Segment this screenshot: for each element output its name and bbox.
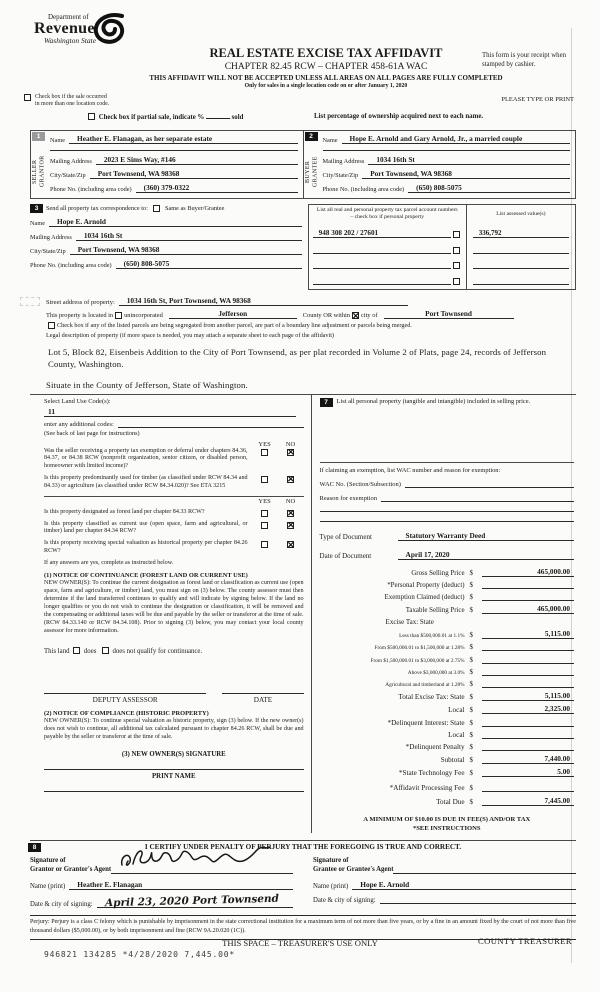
dor-swirl-icon	[92, 12, 128, 51]
assessed-value	[473, 260, 569, 269]
total-row: Subtotal $ 7,440.00	[320, 754, 574, 764]
form-chapter: CHAPTER 82.45 RCW – CHAPTER 458-61A WAC	[224, 62, 428, 72]
new-owner-signature-label: (3) NEW OWNER(S) SIGNATURE	[121, 751, 226, 759]
grantor-date-city-value: April 23, 2020 Port Townsend	[97, 895, 293, 908]
does-checkbox	[73, 647, 80, 654]
total-excise-state-value: 5,115.00	[482, 691, 574, 701]
grantee-signature-line	[393, 866, 576, 874]
land-use-column: Select Land Use Code(s): 11 enter any additional codes: (See back of last page for instructions) YES NO Was the seller receiving a property tax exemption or deferral under chapters 84.36, 84.37, or 84.38 RCW (nonprofit organization, senior citizen, or disabled person, homeowner with limited income)? ✕ Is this property predominantly used for timber (as classified under RCW 84.34 and 84.33) or agriculture (as classified under RCW 84.34.020)? See ETA 3215 ✕ YES NO Is this property designated as forest land per chapter 84.33 RCW? ✕ Is this property classified as current use (open space, farm and agricultural, or timber) land per chapter 84.34 RCW? ✕ Is this property receiving special valuation as historical property per chapter 84.26 RCW? ✕ If any answers are yes, complete as instructed below. (1) NOTICE OF CONTINUANCE (FOREST LAND OR CURRENT USE) NEW OWNER(S): To continue the current designation as forest land or classification as current use (open space, farm and agriculture, or timber) land, you must sign on (3) below. The county assessor must then determine if the land transferred continues to qualify and will indicate by signing below. If the land no longer qualifies or you do not wish to continue the designation or classification, it will be removed and the compensating or additional taxes will be due and payable by the seller or transferor at the time of sale. (RCW 84.33.140 or RCW 84.34.108). Prior to signing (3) below, you may contact your local county assessor for more information. This land does does not qualify for continuance. DEPUTY ASSESSOR DATE (2) NOTICE OF COMPLIANCE (HISTORIC PROPERTY) NEW OWNER(S): To continue special valuation as historic property, sign (3) below. If the new owner(s) does not wish to continue, all additional tax calculated pursuant to chapter 84.26 RCW, shall be due and payable by the seller or transferor at the time of sale. (3) NEW OWNER(S) SIGNATURE PRINT NAME	[30, 395, 312, 833]
new-owner-signature-line	[44, 769, 304, 770]
grantor-signature-block: Signature of Grantor or Grantor's Agent Name (print) Heather E. Flanagan Date & city of signing: April 23, 2020 Port Townsend	[30, 856, 293, 908]
assessed-values-column: List assessed value(s) 336,792	[467, 205, 575, 289]
seller-phone-value: (360) 379-0322	[136, 183, 298, 193]
reason-extra-line	[320, 521, 574, 522]
q4-yes-checkbox	[261, 522, 268, 529]
tax-bracket-row: Agricultural and timberland at 1.28% $	[320, 679, 574, 688]
deputy-assessor-line	[44, 693, 206, 694]
partial-sale-line: Check box if partial sale, indicate % sold	[86, 113, 243, 121]
legal-description-label: Legal description of property (if more space is needed, you may attach a separate sheet to each page of the affidavit)	[46, 332, 334, 340]
assessed-value: 336,792	[473, 229, 569, 238]
assessed-value	[473, 245, 569, 254]
ownership-note: List percentage of ownership acquired next to each name.	[314, 112, 484, 120]
taxable-selling-price-value: 465,000.00	[482, 604, 574, 614]
subtotal-value: 7,440.00	[482, 754, 574, 764]
total-row: Total Due $ 7,445.00	[320, 796, 574, 806]
land-use-code-value: 11	[44, 407, 296, 417]
personal-property-deduct-value	[482, 580, 574, 589]
property-location-section: Street address of property: 1034 16th St, Port Townsend, WA 98368 This property is located in unincorporated Jefferson County OR within ✕ city of Port Townsend Check box if any of the listed parcels are being segregated from another parcel, are part of a boundary line adjustment or parcels being merged. Legal description of property (if more space is needed, you may attach a separate sheet to each page of the affidavit) Lot 5, Block 82, Eisenbeis Addition to the City of Port Townsend, as per plat recorded in Volume 2 of Plats, page 24, records of Jefferson County, Washington. Situate in the County of Jefferson, State of Washington.	[30, 296, 576, 389]
notice-continuance-body: NEW OWNER(S): To continue the current designation as forest land or classification as current use (open space, farm and agriculture, or timber) land, you must sign on (3) below. The county assessor must then determine if the land transferred continues to qualify and will indicate by signing below. If the land no longer qualifies or you do not wish to continue the designation or classification, it will be removed and the compensating or additional taxes will be due and payable by the seller or transferor at the time of sale. (RCW 84.33.140 or RCW 84.34.108). Prior to signing (3) below, you may contact your local county assessor for more information.	[44, 579, 304, 634]
dor-logo	[34, 14, 128, 51]
question-row: Is this property classified as current use (open space, farm and agricultural, or timber) land per chapter 84.34 RCW? ✕	[44, 521, 304, 537]
assessed-value	[473, 276, 569, 285]
bracket-5-value	[482, 679, 574, 688]
grantor-signature-scribble	[118, 843, 273, 878]
same-as-buyer-checkbox	[153, 205, 160, 212]
total-row: *Delinquent Penalty $	[320, 742, 574, 751]
multi-location-label: Check box if the sale occurred in more than one location code.	[35, 94, 110, 108]
situate-line: Situate in the County of Jefferson, State of Washington.	[46, 379, 248, 390]
print-name-line	[44, 791, 304, 792]
total-row: *State Technology Fee $ 5.00	[320, 767, 574, 777]
please-type-note: PLEASE TYPE OR PRINT	[501, 96, 574, 103]
buyer-section: 2 BUYER GRANTEE Name Hope E. Arnold and Gary Arnold, Jr., a married couple Mailing Address 1034 16th St City/State/Zip Port Townsend, WA 98368 Phone No. (including area code) (650) 808-5075	[304, 130, 577, 199]
divider	[44, 496, 304, 497]
state-technology-fee-value: 5.00	[482, 767, 574, 777]
treasurer-machine-stamp: 946821 134285 *4/28/2020 7,445.00*	[44, 950, 235, 959]
partial-sale-percent-line	[206, 118, 230, 119]
buyer-name-value: Hope E. Arnold and Gary Arnold, Jr., a married couple	[342, 134, 570, 144]
bracket-4-value	[482, 667, 574, 676]
price-row: Exemption Claimed (deduct) $	[320, 592, 574, 601]
divider	[320, 462, 574, 463]
tax-bracket-row: Above $3,000,000 at 3.0% $	[320, 667, 574, 676]
county-treasurer-label: COUNTY TREASURER	[477, 936, 572, 946]
segregated-checkbox	[48, 322, 55, 329]
seller-grantor-vertical-label: SELLER GRANTOR	[32, 155, 46, 188]
correspondence-name-value: Hope E. Arnold	[49, 217, 302, 227]
parties-section	[30, 130, 576, 199]
delinquent-interest-local-value	[482, 730, 574, 739]
wac-number-line	[405, 480, 574, 488]
legal-description-text: Lot 5, Block 82, Eisenbeis Addition to the City of Port Townsend, as per plat recorded in Volume 2 of Plats, page 24, records of Jefferson County, Washington.	[48, 347, 547, 370]
section-7-number: 7	[320, 398, 333, 407]
tax-bracket-row: From $1,500,000.01 to $3,000,000 at 2.75% $	[320, 655, 574, 664]
q3-yes-checkbox	[261, 510, 268, 517]
seller-name-line-2	[50, 144, 298, 151]
buyer-name-line-2	[323, 144, 571, 151]
additional-codes-line	[118, 420, 304, 428]
price-row: *Personal Property (deduct) $	[320, 580, 574, 589]
seller-section: 1 SELLER GRANTOR Name Heather E. Flanagan, as her separate estate Mailing Address 2023 E Sims Way, #146 City/State/Zip Port Townsend, WA 98368 Phone No. (including area code) (360) 379-0322	[30, 130, 304, 199]
q4-no-checkbox	[287, 522, 294, 529]
buyer-grantee-vertical-label: BUYER GRANTEE	[304, 156, 318, 187]
q5-yes-checkbox	[261, 541, 268, 548]
correspondence-city-value: Port Townsend, WA 98368	[70, 245, 302, 255]
question-row: Is this property predominantly used for timber (as classified under RCW 84.34 and 84.33) or agriculture (as classified under RCW 84.34.020)? See ETA 3215 ✕	[44, 475, 304, 491]
grantee-signature-block: Signature of Grantee or Grantee's Agent Name (print) Hope E. Arnold Date & city of signing:	[313, 856, 576, 908]
exemption-label: If claiming an exemption, list WAC number and reason for exemption:	[319, 466, 501, 474]
grantee-printed-name: Hope E. Arnold	[352, 880, 576, 890]
buyer-city-value: Port Townsend, WA 98368	[362, 169, 570, 179]
form-title: REAL ESTATE EXCISE TAX AFFIDAVIT	[209, 46, 443, 60]
question-row: Is this property designated as forest land per chapter 84.33 RCW? ✕	[44, 509, 304, 517]
type-of-document-value: Statutory Warranty Deed	[398, 531, 574, 541]
partial-sale-checkbox	[88, 113, 95, 120]
exemption-claimed-value	[482, 592, 574, 601]
question-row: Was the seller receiving a property tax exemption or deferral under chapters 84.36, 84.37, or 84.38 RCW (nonprofit organization, senior citizen, or disabled person, homeowner with limited income)? ✕	[44, 448, 304, 471]
seller-mailing-value: 2023 E Sims Way, #146	[96, 155, 298, 165]
continuance-qualify-line: This land does does not qualify for continuance.	[44, 647, 203, 655]
q5-no-checkbox	[287, 541, 294, 548]
preamble	[30, 94, 576, 128]
city-value: Port Townsend	[384, 309, 514, 319]
q2-no-checkbox	[287, 476, 294, 483]
date-of-document-value: April 17, 2020	[398, 550, 574, 560]
land-use-select-label: Select Land Use Code(s):	[44, 397, 111, 405]
deputy-assessor-signature-row: DEPUTY ASSESSOR DATE	[44, 693, 304, 704]
section-1-number: 1	[32, 132, 45, 141]
q2-yes-checkbox	[261, 476, 268, 483]
bracket-2-value	[482, 642, 574, 651]
logo-washington-state: Washington State	[44, 36, 97, 45]
sale-details-column: 7 List all personal property (tangible and intangible) included in selling price. If claiming an exemption, list WAC number and reason for exemption: WAC No. (Section/Subsection) Reason for exemption Type of Document Statutory Warranty Deed Date of Document April 17, 2020 Gross Selling Price $ 465,000.00 *Personal Property (deduct) $ Exemption Claimed (deduct) $ Taxable Selling Price $ 465,000.00 Excise Tax: State Less than $500,000.01 at 1.1% $ 5,115.00 From $500,000.01 to $1,500,000 at 1.28% $ From $1,500,000.01 to $3,000,000 at 2.75% $ Above $3,000,000 at 3.0% $ Agricultural and timberland at 1.28% $ Total Excise Tax: State $ 5,115.00 Local $ 2,325.00 *Delinquent Interest: State $ Local $ *Delinquent Penalty $ Subtotal $ 7,440.00 *State Technology Fee $ 5.00 *Affidavit Processing Fee $ Total Due $ 7,445.00 A MINIMUM OF $10.00 IS DUE IN FEE(S) AND/OR TAX *SEE INSTRUCTIONS	[312, 395, 576, 833]
certify-statement: I CERTIFY UNDER PENALTY OF PERJURY THAT THE FOREGOING IS TRUE AND CORRECT.	[144, 842, 462, 851]
unincorporated-checkbox	[115, 312, 122, 319]
parcel-numbers-column: List all real and personal property tax parcel account numbers – check box if personal property 948 308 202 / 27601	[309, 205, 467, 289]
notice-compliance-title: (2) NOTICE OF COMPLIANCE (HISTORIC PROPERTY)	[44, 709, 209, 717]
buyer-phone-value: (650) 808-5075	[408, 183, 570, 193]
scan-artifact-line	[571, 28, 572, 963]
logo-dept-of: Department of	[48, 13, 89, 21]
total-row: *Delinquent Interest: State $	[320, 718, 574, 727]
grantee-date-city-value	[380, 895, 576, 904]
q1-yes-checkbox	[261, 449, 268, 456]
delinquent-interest-state-value	[482, 718, 574, 727]
total-row: *Affidavit Processing Fee $	[320, 783, 574, 792]
header	[30, 12, 576, 94]
street-address-value: 1034 16th St, Port Townsend, WA 98368	[119, 296, 409, 306]
section-3-and-parcels	[30, 204, 576, 290]
reason-line	[381, 494, 574, 502]
price-row: Gross Selling Price $ 465,000.00	[320, 567, 574, 577]
reason-extra-line	[320, 511, 574, 512]
delinquent-penalty-value	[482, 742, 574, 751]
if-yes-note: If any answers are yes, complete as instructed below.	[44, 559, 174, 566]
city-of-checkbox	[352, 312, 359, 319]
seller-city-value: Port Townsend, WA 98368	[90, 169, 298, 179]
personal-property-checkbox	[453, 262, 460, 269]
personal-property-blank-area	[320, 407, 574, 457]
price-row: Taxable Selling Price $ 465,000.00	[320, 604, 574, 614]
parcel-and-assessed-box	[308, 204, 576, 290]
main-columns	[30, 394, 576, 833]
land-use-instructions: (See back of last page for instructions)	[44, 429, 140, 437]
grantor-printed-name: Heather E. Flanagan	[69, 880, 293, 890]
affidavit-processing-fee-value	[482, 783, 574, 792]
parcel-row	[313, 260, 462, 269]
perjury-statement: Perjury: Perjury is a class C felony which is punishable by imprisonment in the state correctional institution for a maximum term of not more than five years, or by a fine in an amount fixed by the court of not more than five thousand dollars ($5,000.00), or by both imprisonment and fine (RCW 9A.20.020 (1C)).	[30, 915, 576, 939]
total-due-value: 7,445.00	[482, 796, 574, 806]
notice-compliance-body: NEW OWNER(S): To continue special valuation as historic property, sign (3) below. If the new owner(s) does not wish to continue, all additional tax calculated pursuant to chapter 84.26 RCW, shall be due and payable by the seller or transferor at the time of sale.	[44, 717, 304, 740]
form-warning: THIS AFFIDAVIT WILL NOT BE ACCEPTED UNLESS ALL AREAS ON ALL PAGES ARE FULLY COMPLETED	[149, 74, 503, 82]
excise-tax-state-header: Excise Tax: State	[385, 618, 434, 627]
personal-property-label: List all personal property (tangible and intangible) included in selling price.	[336, 397, 531, 405]
form-only-note: Only for sales in a single location code on or after January 1, 2020	[244, 83, 408, 89]
total-row: Total Excise Tax: State $ 5,115.00	[320, 691, 574, 701]
buyer-mailing-value: 1034 16th St	[368, 155, 570, 165]
notice-continuance-title: (1) NOTICE OF CONTINUANCE (FOREST LAND OR CURRENT USE)	[44, 571, 248, 579]
bracket-1-value: 5,115.00	[482, 629, 574, 639]
deputy-date-line	[222, 693, 303, 694]
parcel-row	[313, 276, 462, 285]
minimum-fee-note: A MINIMUM OF $10.00 IS DUE IN FEE(S) AND/OR TAX *SEE INSTRUCTIONS	[363, 815, 531, 832]
gross-selling-price-value: 465,000.00	[482, 567, 574, 577]
section-2-number: 2	[305, 132, 318, 141]
receipt-note: This form is your receipt when stamped by cashier.	[482, 52, 566, 68]
treasurer-space-label: THIS SPACE – TREASURER'S USE ONLY	[222, 938, 378, 948]
certification-section	[30, 840, 576, 940]
section-3-number: 3	[30, 204, 43, 213]
tax-bracket-row: Less than $500,000.01 at 1.1% $ 5,115.00	[320, 629, 574, 639]
correspondence-phone-value: (650) 808-5075	[116, 259, 302, 269]
bracket-3-value	[482, 655, 574, 664]
does-not-checkbox	[102, 647, 109, 654]
logo-revenue: Revenue	[34, 20, 95, 37]
q1-no-checkbox	[287, 449, 294, 456]
q3-no-checkbox	[287, 510, 294, 517]
total-row: Local $ 2,325.00	[320, 704, 574, 714]
total-excise-local-value: 2,325.00	[482, 704, 574, 714]
parcel-row: 948 308 202 / 27601	[313, 229, 462, 238]
question-row: Is this property receiving special valuation as historical property per chapter 84.26 RCW? ✕	[44, 540, 304, 556]
correspondence-mailing-value: 1034 16th St	[76, 231, 302, 241]
tax-bracket-row: From $500,000.01 to $1,500,000 at 1.28% $	[320, 642, 574, 651]
tax-correspondence-section: 3 Send all property tax correspondence to: Same as Buyer/Grantee Name Hope E. Arnold Mailing Address 1034 16th St City/State/Zip Port Townsend, WA 98368 Phone No. (including area code) (650) 808-5075	[30, 204, 308, 290]
county-value: Jefferson	[169, 309, 297, 319]
print-name-label: PRINT NAME	[152, 773, 196, 781]
seller-name-value: Heather E. Flanagan, as her separate estate	[69, 134, 297, 144]
personal-property-checkbox	[453, 247, 460, 254]
faint-section-box	[20, 297, 40, 306]
personal-property-checkbox	[453, 278, 460, 285]
total-row: Local $	[320, 730, 574, 739]
multi-location-checkbox	[24, 94, 31, 101]
parcel-row	[313, 245, 462, 254]
personal-property-checkbox	[453, 231, 460, 238]
section-8-number: 8	[28, 843, 41, 852]
